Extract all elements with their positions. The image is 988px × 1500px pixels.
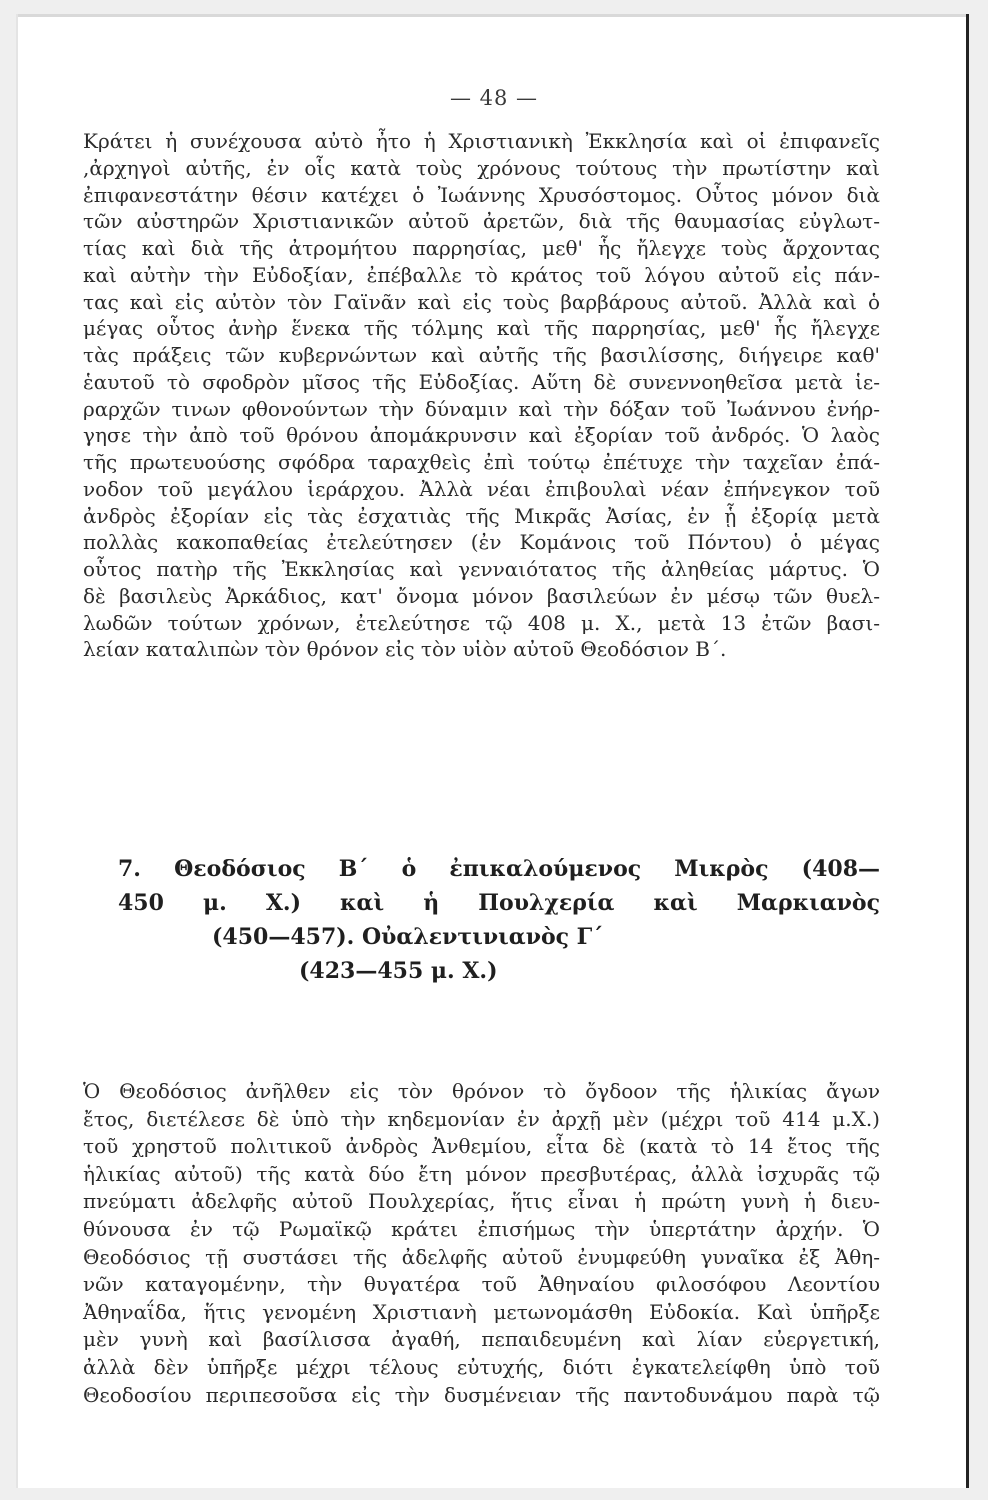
section-heading [118, 852, 880, 988]
text-line: ἡλικίας αὐτοῦ) τῆς κατὰ δύο ἔτη μόνον πρεσβυτέρας, ἀλλὰ ἰσχυρᾶς τῷ [83, 1161, 880, 1186]
text-line: τὰς πράξεις τῶν κυβερνώντων καὶ αὐτῆς τῆς βασιλίσσης, διήγειρε καθ' [83, 343, 880, 367]
text-line: τῶν αὐστηρῶν Χριστιανικῶν αὐτοῦ ἀρετῶν, διὰ τῆς θαυμασίας εὐγλωτ- [83, 209, 880, 234]
text-line: λωδῶν τούτων χρόνων, ἐτελεύτησε τῷ 408 μ. Χ., μετὰ 13 ἐτῶν βασι- [83, 610, 880, 635]
text-line: ἑαυτοῦ τὸ σφοδρὸν μῖσος τῆς Εὐδοξίας. Αὕτη δὲ συνεννοηθεῖσα μετὰ ἱε- [83, 369, 880, 394]
text-line: (450—457). Οὐαλεντινιανὸς Γ΄ [212, 924, 604, 950]
text-line: οὗτος πατὴρ τῆς Ἐκκλησίας καὶ γενναιότατος τῆς ἀληθείας μάρτυς. Ὁ [83, 557, 880, 581]
text-line: Ἀθηναΐδα, ἥτις γενομένη Χριστιανὴ μετωνομάσθη Εὐδοκία. Καὶ ὑπῆρξε [83, 1299, 880, 1324]
text-line: ραρχῶν τινων φθονούντων τὴν δύναμιν καὶ τὴν δόξαν τοῦ Ἰωάννου ἐνήρ- [83, 396, 880, 421]
text-line: Θεοδοσίου περιπεσοῦσα εἰς τὴν δυσμένειαν τῆς παντοδυνάμου παρὰ τῷ [83, 1382, 880, 1407]
text-line: γησε τὴν ἀπὸ τοῦ θρόνου ἀπομάκρυνσιν καὶ ἐξορίαν τοῦ ἀνδρός. Ὁ λαὸς [83, 423, 880, 448]
text-line: ,ἀρχηγοὶ αὐτῆς, ἐν οἷς κατὰ τοὺς χρόνους τούτους τὴν πρωτίστην καὶ [83, 155, 880, 180]
text-line: ἐπιφανεστάτην θέσιν κατέχει ὁ Ἰωάννης Χρυσόστομος. Οὗτος μόνον διὰ [83, 182, 880, 207]
text-line: νῶν καταγομένην, τὴν θυγατέρα τοῦ Ἀθηναίου φιλοσόφου Λεοντίου [83, 1272, 880, 1297]
text-line: 7. Θεοδόσιος Β΄ ὁ ἐπικαλούμενος Μικρὸς (408— [118, 856, 880, 882]
text-line: ἀλλὰ δὲν ὑπῆρξε μέχρι τέλους εὐτυχής, διότι ἐγκατελείφθη ὑπὸ τοῦ [83, 1354, 880, 1379]
text-line: τας καὶ εἰς αὐτὸν τὸν Γαϊνᾶν καὶ εἰς τοὺς βαρβάρους αὐτοῦ. Ἀλλὰ καὶ ὁ [83, 289, 880, 314]
text-line: Θεοδόσιος τῇ συστάσει τῆς ἀδελφῆς αὐτοῦ ἐνυμφεύθη γυναῖκα ἐξ Ἀθη- [83, 1244, 880, 1269]
text-line: λείαν καταλιπὼν τὸν θρόνον εἰς τὸν υἱὸν αὐτοῦ Θεοδόσιον Β΄. [83, 637, 727, 662]
text-line: νοδον τοῦ μεγάλου ἱεράρχου. Ἀλλὰ νέαι ἐπιβουλαὶ νέαν ἐπήνεγκον τοῦ [83, 476, 880, 501]
text-line: (423—455 μ. Χ.) [299, 958, 498, 984]
page-left-edge [16, 14, 18, 1488]
text-line: καὶ αὐτὴν τὴν Εὐδοξίαν, ἐπέβαλλε τὸ κράτος τοῦ λόγου αὐτοῦ εἰς πάν- [83, 262, 880, 287]
text-line: μέγας οὗτος ἀνὴρ ἕνεκα τῆς τόλμης καὶ τῆς παρρησίας, μεθ' ἧς ἤλεγχε [83, 316, 880, 341]
paragraph-1 [83, 128, 880, 663]
text-line: ἔτος, διετέλεσε δὲ ὑπὸ τὴν κηδεμονίαν ἐν ἀρχῇ μὲν (μέχρι τοῦ 414 μ.Χ.) [83, 1106, 880, 1131]
page-right-edge [966, 14, 969, 1488]
text-line: πνεύματι ἀδελφῆς αὐτοῦ Πουλχερίας, ἥτις εἶναι ἡ πρώτη γυνὴ ἡ διευ- [83, 1189, 880, 1214]
page-top-edge [16, 14, 969, 17]
text-line: μὲν γυνὴ καὶ βασίλισσα ἀγαθή, πεπαιδευμένη καὶ λίαν εὐεργετική, [83, 1327, 880, 1352]
text-line: δὲ βασιλεὺς Ἀρκάδιος, κατ' ὄνομα μόνον βασιλεύων ἐν μέσῳ τῶν θυελ- [83, 583, 880, 608]
text-line: θύνουσα ἐν τῷ Ρωμαϊκῷ κράτει ἐπισήμως τὴν ὑπερτάτην ἀρχήν. Ὁ [83, 1216, 880, 1241]
text-line: τίας καὶ διὰ τῆς ἀτρομήτου παρρησίας, μεθ' ἧς ἤλεγχε τοὺς ἄρχοντας [83, 236, 880, 260]
text-line: τῆς πρωτευούσης σφόδρα ταραχθεὶς ἐπὶ τούτῳ ἐπέτυχε τὴν ταχεῖαν ἐπά- [83, 450, 880, 474]
text-line: ἀνδρὸς ἐξορίαν εἰς τὰς ἐσχατιὰς τῆς Μικρᾶς Ἀσίας, ἐν ᾗ ἐξορίᾳ μετὰ [83, 503, 880, 528]
paragraph-2 [83, 1078, 880, 1409]
text-line: τοῦ χρηστοῦ πολιτικοῦ ἀνδρὸς Ἀνθεμίου, εἶτα δὲ (κατὰ τὸ 14 ἔτος τῆς [83, 1134, 880, 1159]
text-line: 450 μ. Χ.) καὶ ἡ Πουλχερία καὶ Μαρκιανὸς [118, 890, 880, 916]
page-number: — 48 — [449, 86, 539, 110]
text-line: Κράτει ἡ συνέχουσα αὐτὸ ἦτο ἡ Χριστιανικὴ Ἐκκλησία καὶ οἱ ἐπιφανεῖς [83, 129, 880, 153]
text-line: πολλὰς κακοπαθείας ἐτελεύτησεν (ἐν Κομάνοις τοῦ Πόντου) ὁ μέγας [83, 530, 880, 555]
text-line: Ὁ Θεοδόσιος ἀνῆλθεν εἰς τὸν θρόνον τὸ ὄγδοον τῆς ἡλικίας ἄγων [83, 1079, 880, 1103]
